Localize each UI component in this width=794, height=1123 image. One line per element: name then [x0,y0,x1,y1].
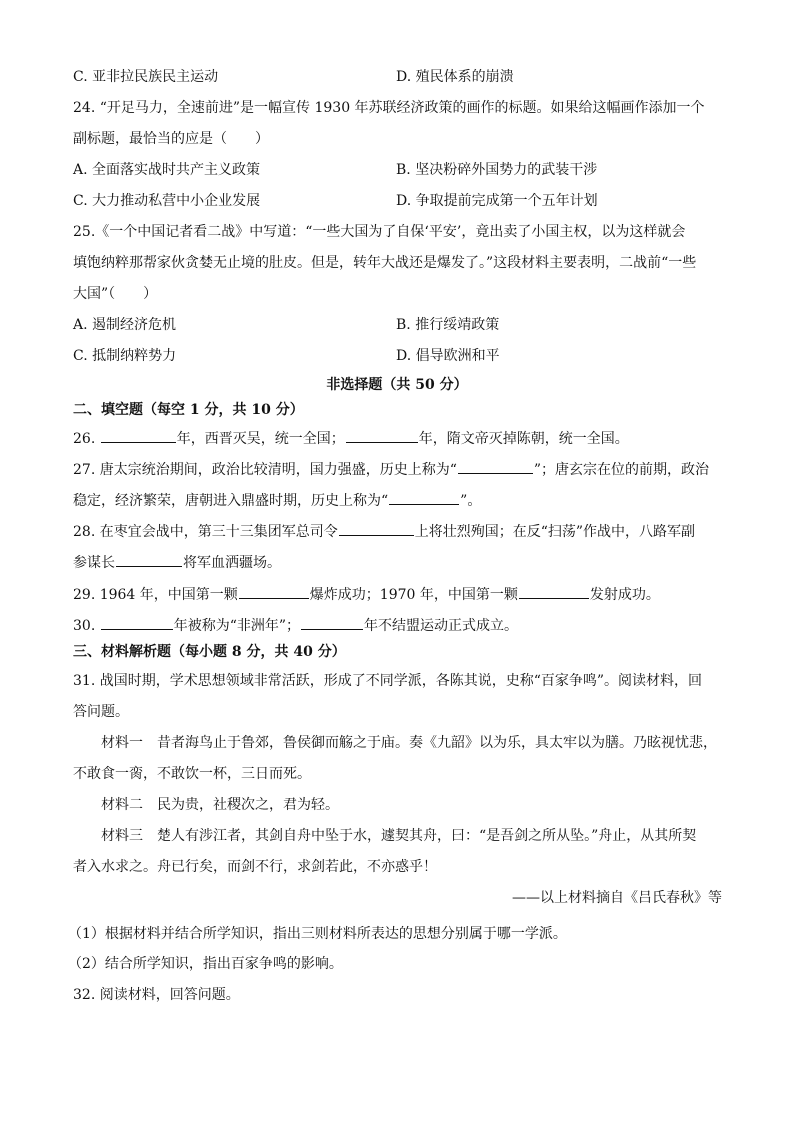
q28-text-b: 上将壮烈殉国；在反“扫荡”作战中，八路军副 [414,524,696,540]
q31-material1-line2: 不敢食一脔，不敢饮一杯，三日而死。 [73,766,311,782]
q30-text-a: 30. [73,618,100,634]
answer-blank[interactable] [519,584,589,599]
answer-blank[interactable] [458,459,533,474]
q29-text-a: 29. 1964 年，中国第一颗 [73,587,238,603]
q30-text-c: 年不结盟运动正式成立。 [364,618,519,634]
answer-blank[interactable] [339,521,414,536]
q25-stem-line2: 填饱纳粹那帮家伙贪婪无止境的肚皮。但是，转年大战还是爆发了。”这段材料主要表明，二战前“一些 [73,255,697,271]
q25-option-a: A. 遏制经济危机 [73,317,177,333]
q28-line2 [73,552,281,573]
q26-line [73,428,629,449]
answer-blank[interactable] [101,428,176,443]
q32-stem: 32. 阅读材料，回答问题。 [73,987,240,1003]
answer-blank[interactable] [301,615,363,630]
q31-stem-line1: 31. 战国时期，学术思想领域非常活跃，形成了不同学派，各陈其说，史称“百家争鸣”。阅读材料，回 [73,673,703,689]
q28-line1 [73,521,695,542]
q24-stem-line2: 副标题，最恰当的应是（ ） [73,131,269,147]
q31-material1-line1: 材料一 昔者海鸟止于鲁郊，鲁侯御而觞之于庙。奏《九韶》以为乐，具太牢以为膳。乃眩视忧悲， [101,735,717,751]
q26-text-a: 26. [73,431,100,447]
q31-stem-line2: 答问题。 [73,704,129,720]
q30-text-b: 年被称为“非洲年”； [173,618,301,634]
q27-line2 [73,490,481,511]
q28-text-a: 28. 在枣宜会战中，第三十三集团军总司令 [73,524,338,540]
q26-text-c: 年，隋文帝灭掉陈朝，统一全国。 [418,431,629,447]
q29-text-b: 爆炸成功；1970 年，中国第一颗 [309,587,518,603]
q25-stem-line3: 大国”（ ） [73,286,158,302]
q27-text-a: 27. 唐太宗统治期间，政治比较清明，国力强盛，历史上称为“ [73,462,457,478]
q30-line [73,615,518,636]
q25-option-d: D. 倡导欧洲和平 [396,348,500,364]
q31-subquestion2: （2）结合所学知识，指出百家争鸣的影响。 [68,956,343,972]
q27-text-b: ”；唐玄宗在位的前期，政治 [533,462,710,478]
q24-stem-line1: 24. “开足马力，全速前进”是一幅宣传 1930 年苏联经济政策的画作的标题。如果给这幅画作添加一个 [73,100,705,116]
q25-option-c: C. 抵制纳粹势力 [73,348,177,364]
q31-material2: 材料二 民为贵，社稷次之，君为轻。 [101,797,339,813]
q31-material3-line2: 者入水求之。舟已行矣，而剑不行，求剑若此，不亦惑乎！ [73,859,437,875]
q23-option-c: C. 亚非拉民族民主运动 [73,69,219,85]
q29-line [73,584,660,605]
q25-stem-line1: 25.《一个中国记者看二战》中写道：“一些大国为了自保‘平安’，竟出卖了小国主权，以为这样就会 [73,224,686,240]
q24-option-d: D. 争取提前完成第一个五年计划 [396,193,598,209]
q26-text-b: 年，西晋灭吴，统一全国； [176,431,345,447]
answer-blank[interactable] [346,428,418,443]
q27-text-d: ”。 [460,493,482,509]
answer-blank[interactable] [239,584,309,599]
q31-material3-line1: 材料三 楚人有涉江者，其剑自舟中坠于水，遽契其舟，曰：“是吾剑之所从坠。”舟止，从其所契 [101,828,697,844]
section-title: 非选择题（共 50 分） [326,377,468,393]
part3-heading: 三、材料解析题（每小题 8 分，共 40 分） [73,644,346,660]
q29-text-c: 发射成功。 [589,587,660,603]
answer-blank[interactable] [389,490,459,505]
q28-text-c: 参谋长 [73,555,115,571]
q23-option-d: D. 殖民体系的崩溃 [396,69,514,85]
q31-source: ——以上材料摘自《吕氏春秋》等 [512,890,722,906]
q27-text-c: 稳定，经济繁荣，唐朝进入鼎盛时期，历史上称为“ [73,493,389,509]
q24-option-b: B. 坚决粉碎外国势力的武装干涉 [396,162,598,178]
q31-subquestion1: （1）根据材料并结合所学知识，指出三则材料所表达的思想分别属于哪一学派。 [68,926,567,942]
part2-heading: 二、填空题（每空 1 分，共 10 分） [73,402,304,418]
q25-option-b: B. 推行绥靖政策 [396,317,500,333]
answer-blank[interactable] [101,615,173,630]
q24-option-a: A. 全面落实战时共产主义政策 [73,162,261,178]
q28-text-d: 将军血洒疆场。 [183,555,281,571]
q27-line1 [73,459,709,480]
answer-blank[interactable] [116,552,182,567]
q24-option-c: C. 大力推动私营中小企业发展 [73,193,261,209]
